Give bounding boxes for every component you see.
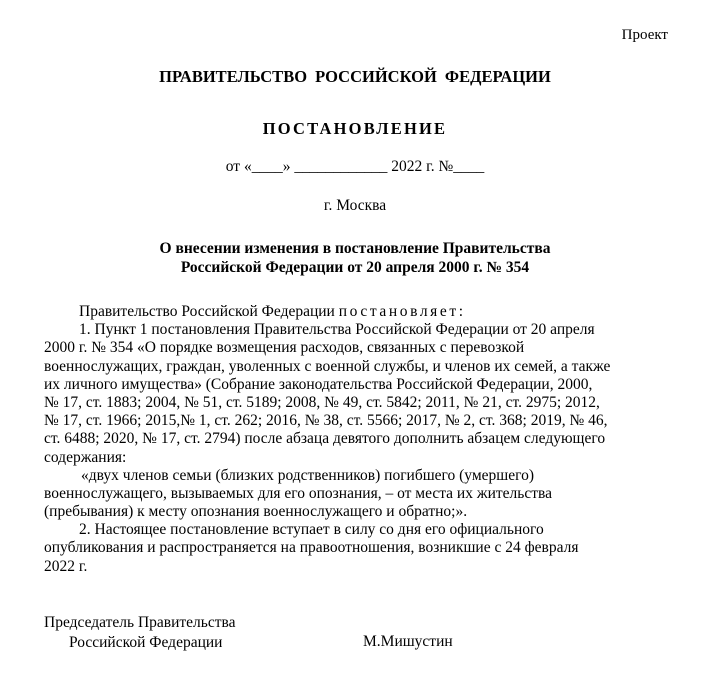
body-line: военнослужащего, вызываемых для его опознания, – от места их жительства [44, 484, 552, 502]
subject-line-2: Российской Федерации от 20 апреля 2000 г. № 354 [180, 259, 530, 276]
signatory-name: М.Мишустин [363, 633, 453, 650]
body-line: 2000 г. № 354 «О порядке возмещения расходов, связанных с перевозкой [44, 339, 525, 357]
body-line: содержания: [44, 448, 127, 466]
body-line: военнослужащих, граждан, уволенных с военной службы, и членов их семей, а также [44, 357, 611, 375]
body-line: «двух членов семьи (близких родственников) погибшего (умершего) [81, 466, 534, 484]
body-line: 1. Пункт 1 постановления Правительства Российской Федерации от 20 апреля [79, 321, 595, 339]
document-subject [0, 239, 710, 277]
signatory-position-line-1: Председатель Правительства [44, 614, 236, 631]
city-line: г. Москва [323, 197, 387, 214]
body-line: 2. Настоящее постановление вступает в силу со дня его официального [79, 521, 544, 539]
intro-prefix: Правительство Российской Федерации [79, 303, 339, 320]
date-number-line: от «____» ____________ 2022 г. №____ [225, 158, 485, 175]
body-line: опубликования и распространяется на правоотношения, возникшие с 24 февраля [44, 539, 579, 557]
document-body [44, 303, 674, 576]
body-line: ст. 6488; 2020, № 17, ст. 2794) после абзаца девятого дополнить абзацем следующего [44, 430, 606, 448]
document-type-title: ПОСТАНОВЛЕНИЕ [262, 119, 448, 138]
intro-resolution-word: постановляет: [338, 303, 466, 320]
body-intro [44, 303, 674, 321]
body-line: 2022 г. [44, 557, 88, 575]
signatory-position [44, 613, 236, 653]
government-title: ПРАВИТЕЛЬСТВО РОССИЙСКОЙ ФЕДЕРАЦИИ [159, 67, 551, 86]
signatory-position-line-2: Российской Федерации [69, 634, 223, 651]
body-line: № 17, ст. 1966; 2015,№ 1, ст. 262; 2016, № 38, ст. 5566; 2017, № 2, ст. 368; 2019, № 46, [44, 412, 608, 430]
body-line: их личного имущества» (Собрание законодательства Российской Федерации, 2000, [44, 375, 593, 393]
subject-line-1: О внесении изменения в постановление Правительства [159, 240, 551, 257]
draft-label: Проект [621, 27, 668, 43]
body-line: № 17, ст. 1883; 2004, № 51, ст. 5189; 2008, № 49, ст. 5842; 2011, № 21, ст. 2975; 2012, [44, 393, 600, 411]
body-line: (пребывания) к месту опознания военнослужащего и обратно;». [44, 503, 468, 521]
